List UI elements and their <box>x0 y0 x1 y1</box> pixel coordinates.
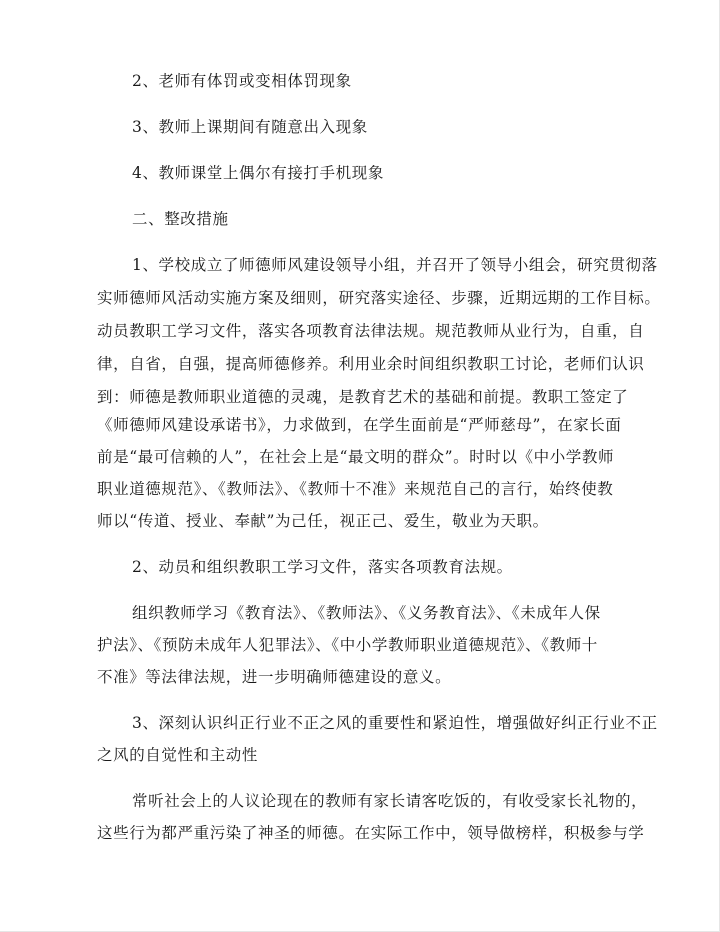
paragraph-line: 这些行为都严重污染了神圣的师德。在实际工作中，领导做榜样，积极参与学 <box>97 824 645 842</box>
section-heading: 二、整改措施 <box>132 210 229 228</box>
paragraph-line: 师以“传道、授业、奉献”为己任，视正己、爱生，敬业为天职。 <box>97 512 549 530</box>
paragraph-line: 职业道德规范》、《教师法》、《教师十不准》来规范自己的言行，始终使教 <box>97 480 614 498</box>
paragraph-line: 3、深刻认识纠正行业不正之风的重要性和紧迫性，增强做好纠正行业不正 <box>132 714 658 732</box>
paragraph-line: 不准》等法律法规，进一步明确师德建设的意义。 <box>97 668 452 686</box>
paragraph-line: 《师德师风建设承诺书》，力求做到，在学生面前是“严师慈母”，在家长面 <box>97 416 622 434</box>
issue-item-3: 3、教师上课期间有随意出入现象 <box>132 118 368 136</box>
paragraph-line: 到：师德是教师职业道德的灵魂，是教育艺术的基础和前提。教职工签定了 <box>97 388 629 406</box>
paragraph-line: 前是“最可信赖的人”，在社会上是“最文明的群众”。时时以《中小学教师 <box>97 448 615 466</box>
paragraph-line: 1、学校成立了师德师风建设领导小组，并召开了领导小组会，研究贯彻落 <box>132 256 658 274</box>
paragraph-line: 常听社会上的人议论现在的教师有家长请客吃饭的，有收受家长礼物的， <box>132 792 648 810</box>
paragraph-line: 动员教职工学习文件，落实各项教育法律法规。规范教师从业行为，自重，自 <box>97 322 645 340</box>
paragraph-line: 护法》、《预防未成年人犯罪法》、《中小学教师职业道德规范》、《教师十 <box>97 636 598 654</box>
issue-item-2: 2、老师有体罚或变相体罚现象 <box>132 72 352 90</box>
paragraph-line: 组织教师学习《教育法》、《教师法》、《义务教育法》、《未成年人保 <box>132 604 601 622</box>
issue-item-4: 4、教师课堂上偶尔有接打手机现象 <box>132 164 384 182</box>
paragraph-line: 律，自省，自强，提高师德修养。利用业余时间组织教职工讨论，老师们认识 <box>97 355 645 373</box>
measure-2-heading: 2、动员和组织教职工学习文件，落实各项教育法规。 <box>132 558 513 576</box>
paragraph-line: 之风的自觉性和主动性 <box>97 746 259 764</box>
paragraph-line: 实师德师风活动实施方案及细则，研究落实途径、步骤，近期远期的工作目标。 <box>97 289 661 307</box>
